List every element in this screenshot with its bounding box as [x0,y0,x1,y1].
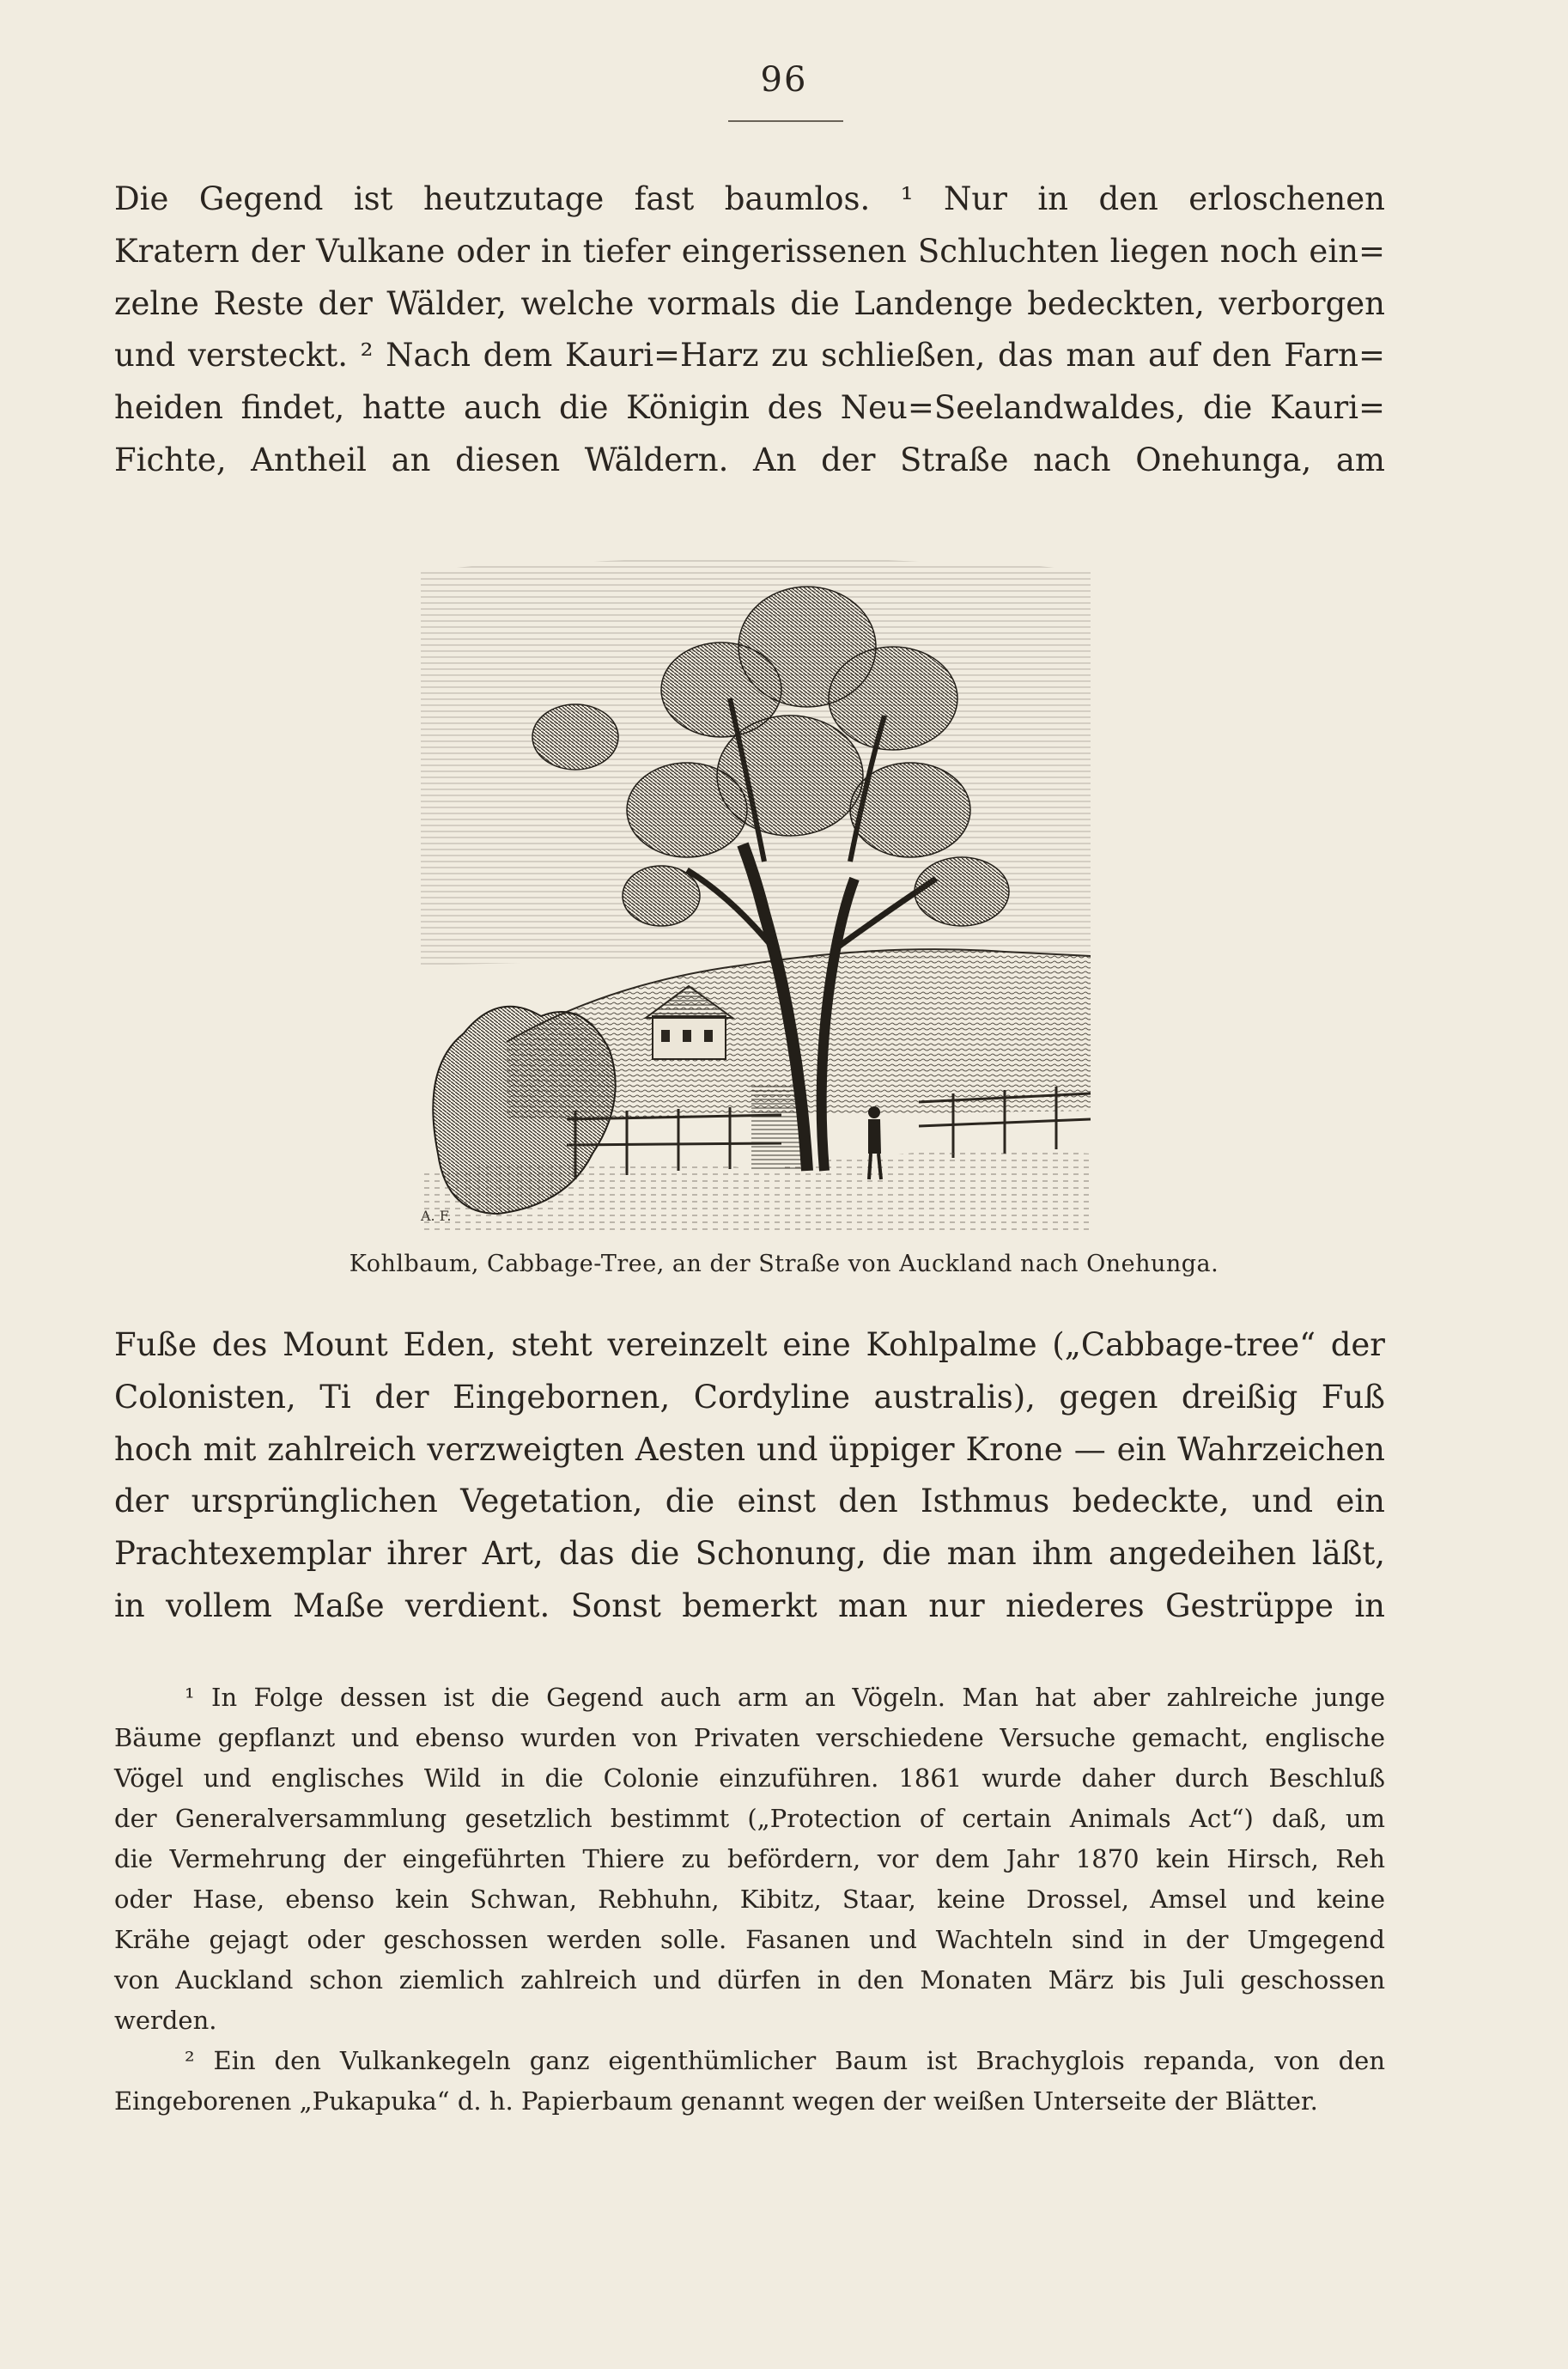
footnote-line: die Vermehrung der eingeführten Thiere zu befördern, vor dem Jahr 1870 kein Hirsch, Reh [114,1844,1385,1873]
text-line: Fuße des Mount Eden, steht vereinzelt eine Kohlpalme („Cabbage-tree“ der [114,1326,1385,1363]
footnote-line: werden. [114,2006,217,2035]
text-line: und versteckt. ² Nach dem Kauri=Harz zu schließen, das man auf den Farn= [114,337,1385,375]
paragraph-2 [114,1319,1385,1633]
footnote-1 [114,1678,1385,2041]
text-line: Fichte, Antheil an diesen Wäldern. An der Straße nach Onehunga, am [114,441,1385,478]
text-line: hoch mit zahlreich verzweigten Aesten und üppiger Krone — ein Wahrzeichen [114,1430,1385,1468]
text-line: Colonisten, Ti der Eingebornen, Cordyline australis), gegen dreißig Fuß [114,1378,1385,1416]
footnote-line: ² Ein den Vulkankegeln ganz eigenthümlicher Baum ist Brachyglois repanda, von den [185,2046,1385,2075]
footnote-line: der Generalversammlung gesetzlich bestimmt („Protection of certain Animals Act“) daß, um [114,1804,1385,1833]
footnotes [114,1678,1385,2122]
footnote-2 [114,2041,1385,2122]
text-line: der ursprünglichen Vegetation, die einst den Isthmus bedeckte, und ein [114,1483,1385,1520]
footnote-line: Eingeborenen „Pukapuka“ d. h. Papierbaum genannt wegen der weißen Unterseite der Blätter. [114,2086,1318,2116]
page-number: 96 [760,60,808,100]
text-line: Prachtexemplar ihrer Art, das die Schonung, die man ihm angedeihen läßt, [114,1535,1385,1573]
footnote-line: Vögel und englisches Wild in die Colonie einzuführen. 1861 wurde daher durch Beschluß [114,1763,1385,1793]
engraving-illustration [404,552,1108,1231]
footnote-line: Krähe gejagt oder geschossen werden solle. Fasanen und Wachteln sind in der Umgegend [114,1925,1385,1954]
paragraph-1 [114,174,1385,487]
header-rule [728,120,843,122]
footnote-line: von Auckland schon ziemlich zahlreich und dürfen in den Monaten März bis Juli geschossen [114,1965,1385,1994]
text-line: heiden findet, hatte auch die Königin des Neu=Seelandwaldes, die Kauri= [114,389,1385,427]
engraving-cabbage-tree [404,552,1108,1231]
footnote-line: ¹ In Folge dessen ist die Gegend auch arm an Vögeln. Man hat aber zahlreiche junge [185,1683,1385,1712]
text-line: Die Gegend ist heutzutage fast baumlos. ¹ Nur in den erloschenen [114,180,1385,217]
figure-caption: Kohlbaum, Cabbage-Tree, an der Straße von Auckland nach Onehunga. [349,1251,1219,1277]
text-line: zelne Reste der Wälder, welche vormals die Landenge bedeckten, verborgen [114,284,1385,322]
text-line: Kratern der Vulkane oder in tiefer eingerissenen Schluchten liegen noch ein= [114,232,1385,270]
footnote-line: Bäume gepflanzt und ebenso wurden von Privaten verschiedene Versuche gemacht, englische [114,1723,1385,1752]
footnote-line: oder Hase, ebenso kein Schwan, Rebhuhn, Kibitz, Staar, keine Drossel, Amsel und keine [114,1885,1385,1914]
text-line: in vollem Maße verdient. Sonst bemerkt man nur niederes Gestrüppe in [114,1586,1385,1624]
engraver-signature: A. F. [421,1208,452,1224]
